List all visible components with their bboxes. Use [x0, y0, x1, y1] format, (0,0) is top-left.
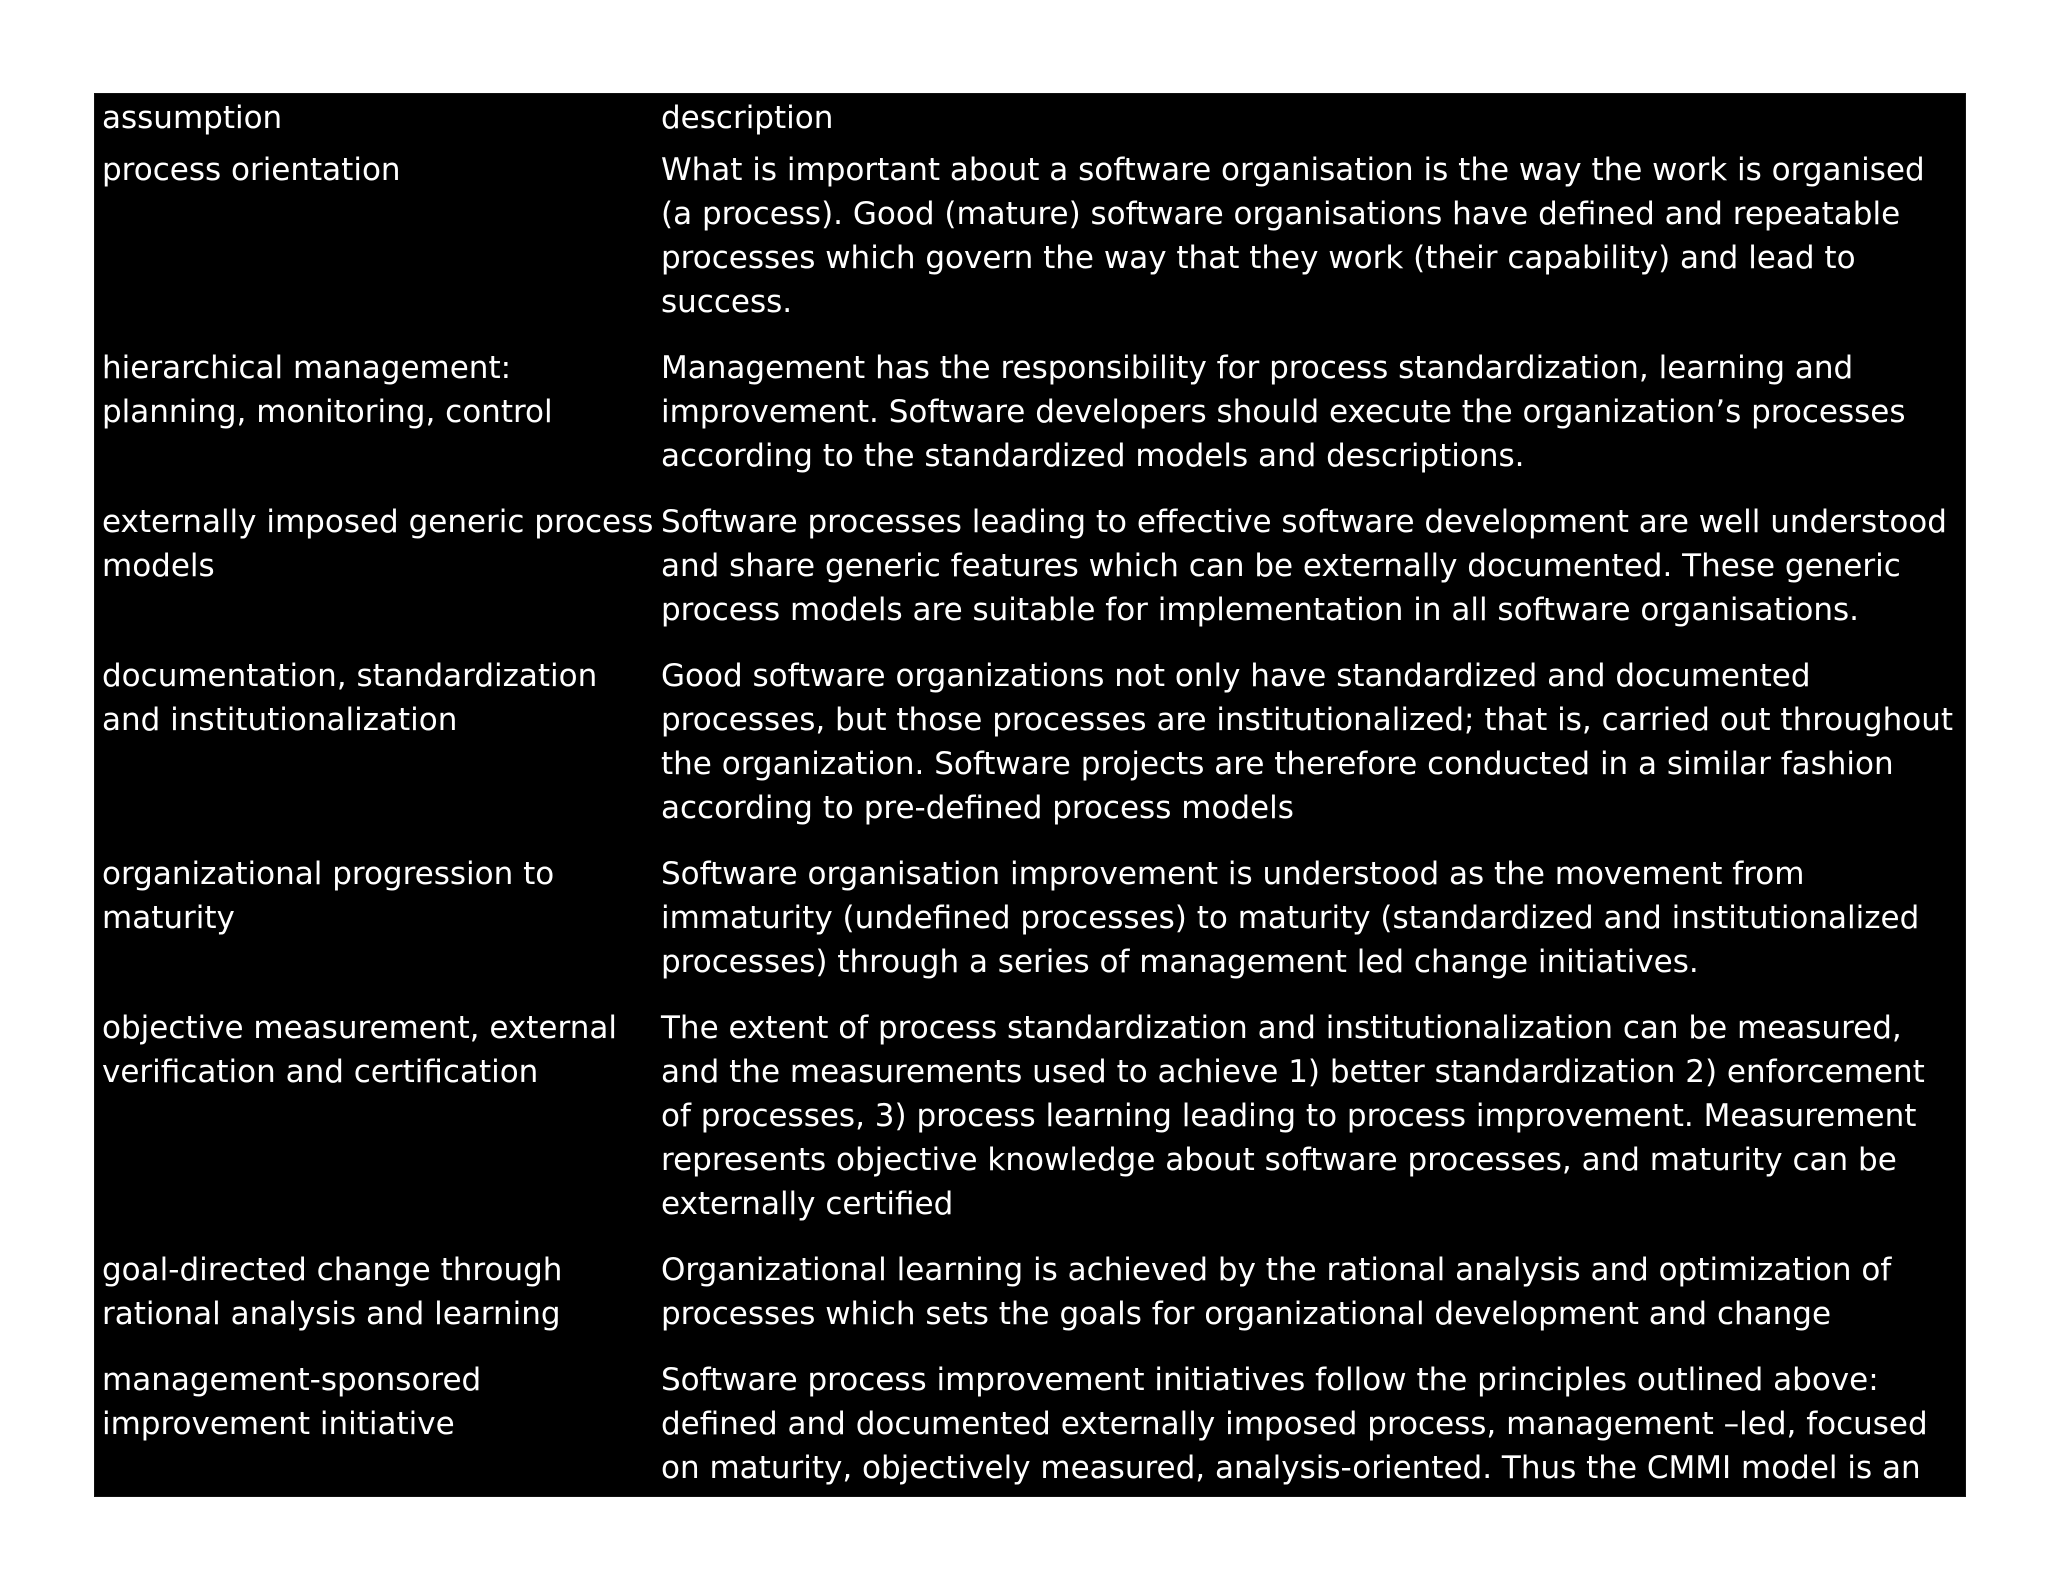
- table-row: [95, 1248, 1965, 1358]
- assumption-cell: management-sponsored improvement initiative: [102, 1362, 482, 1442]
- description-cell: Organizational learning is achieved by the rational analysis and optimization of processes which sets the goals for organizational development and change: [661, 1252, 1892, 1332]
- description-cell: Management has the responsibility for process standardization, learning and improvement. Software developers should execute the organization’s processes according to the standardized models and descriptions.: [661, 350, 1906, 474]
- description-cell: Good software organizations not only have standardized and documented processes, but those processes are institutionalized; that is, carried out throughout the organization. Software projects are therefore conducted in a similar fashion according to pre-defined process models: [661, 658, 1954, 826]
- assumption-cell: objective measurement, external verification and certification: [102, 1010, 617, 1090]
- assumption-cell: documentation, standardization and institutionalization: [102, 658, 598, 738]
- table-header-row: [95, 94, 1965, 148]
- table-row: [95, 654, 1965, 852]
- table-row: [95, 500, 1965, 654]
- table-row: [95, 1006, 1965, 1248]
- assumptions-table: [95, 94, 1965, 1538]
- assumption-cell: organizational progression to maturity: [102, 856, 555, 936]
- table-row: [95, 148, 1965, 346]
- assumption-cell: process orientation: [102, 152, 401, 188]
- table-row: [95, 346, 1965, 500]
- table-row: [95, 852, 1965, 1006]
- assumptions-table-panel: [94, 93, 1966, 1530]
- description-cell: The extent of process standardization and institutionalization can be measured, and the measurements used to achieve 1) better standardization 2) enforcement of processes, 3) process learning leading to process improvement. Measurement represents objective knowledge about software processes, and maturity can be externally certified: [661, 1010, 1925, 1222]
- description-cell: What is important about a software organisation is the way the work is organised (a process). Good (mature) software organisations have defined and repeatable processes which govern the way that they work (their capability) and lead to success.: [661, 152, 1925, 320]
- assumption-cell: hierarchical management: planning, monitoring, control: [102, 350, 553, 430]
- description-cell: Software organisation improvement is understood as the movement from immaturity (undefined processes) to maturity (standardized and institutionalized processes) through a series of management led change initiatives.: [661, 856, 1920, 980]
- description-cell: Software process improvement initiatives follow the principles outlined above: defined and documented externally imposed process, management –led, focused on maturity, objectively measured, analysis-oriented. Thus the CMMI model is an extensive, externally imposed process plan: [661, 1362, 1928, 1530]
- table-row: [95, 1358, 1965, 1538]
- header-description: description: [661, 100, 834, 136]
- assumption-cell: externally imposed generic process models: [102, 504, 654, 584]
- assumption-cell: goal-directed change through rational analysis and learning: [102, 1252, 563, 1332]
- description-cell: Software processes leading to effective software development are well understood and share generic features which can be externally documented. These generic process models are suitable for implementation in all software organisations.: [661, 504, 1947, 628]
- header-assumption: assumption: [102, 100, 283, 136]
